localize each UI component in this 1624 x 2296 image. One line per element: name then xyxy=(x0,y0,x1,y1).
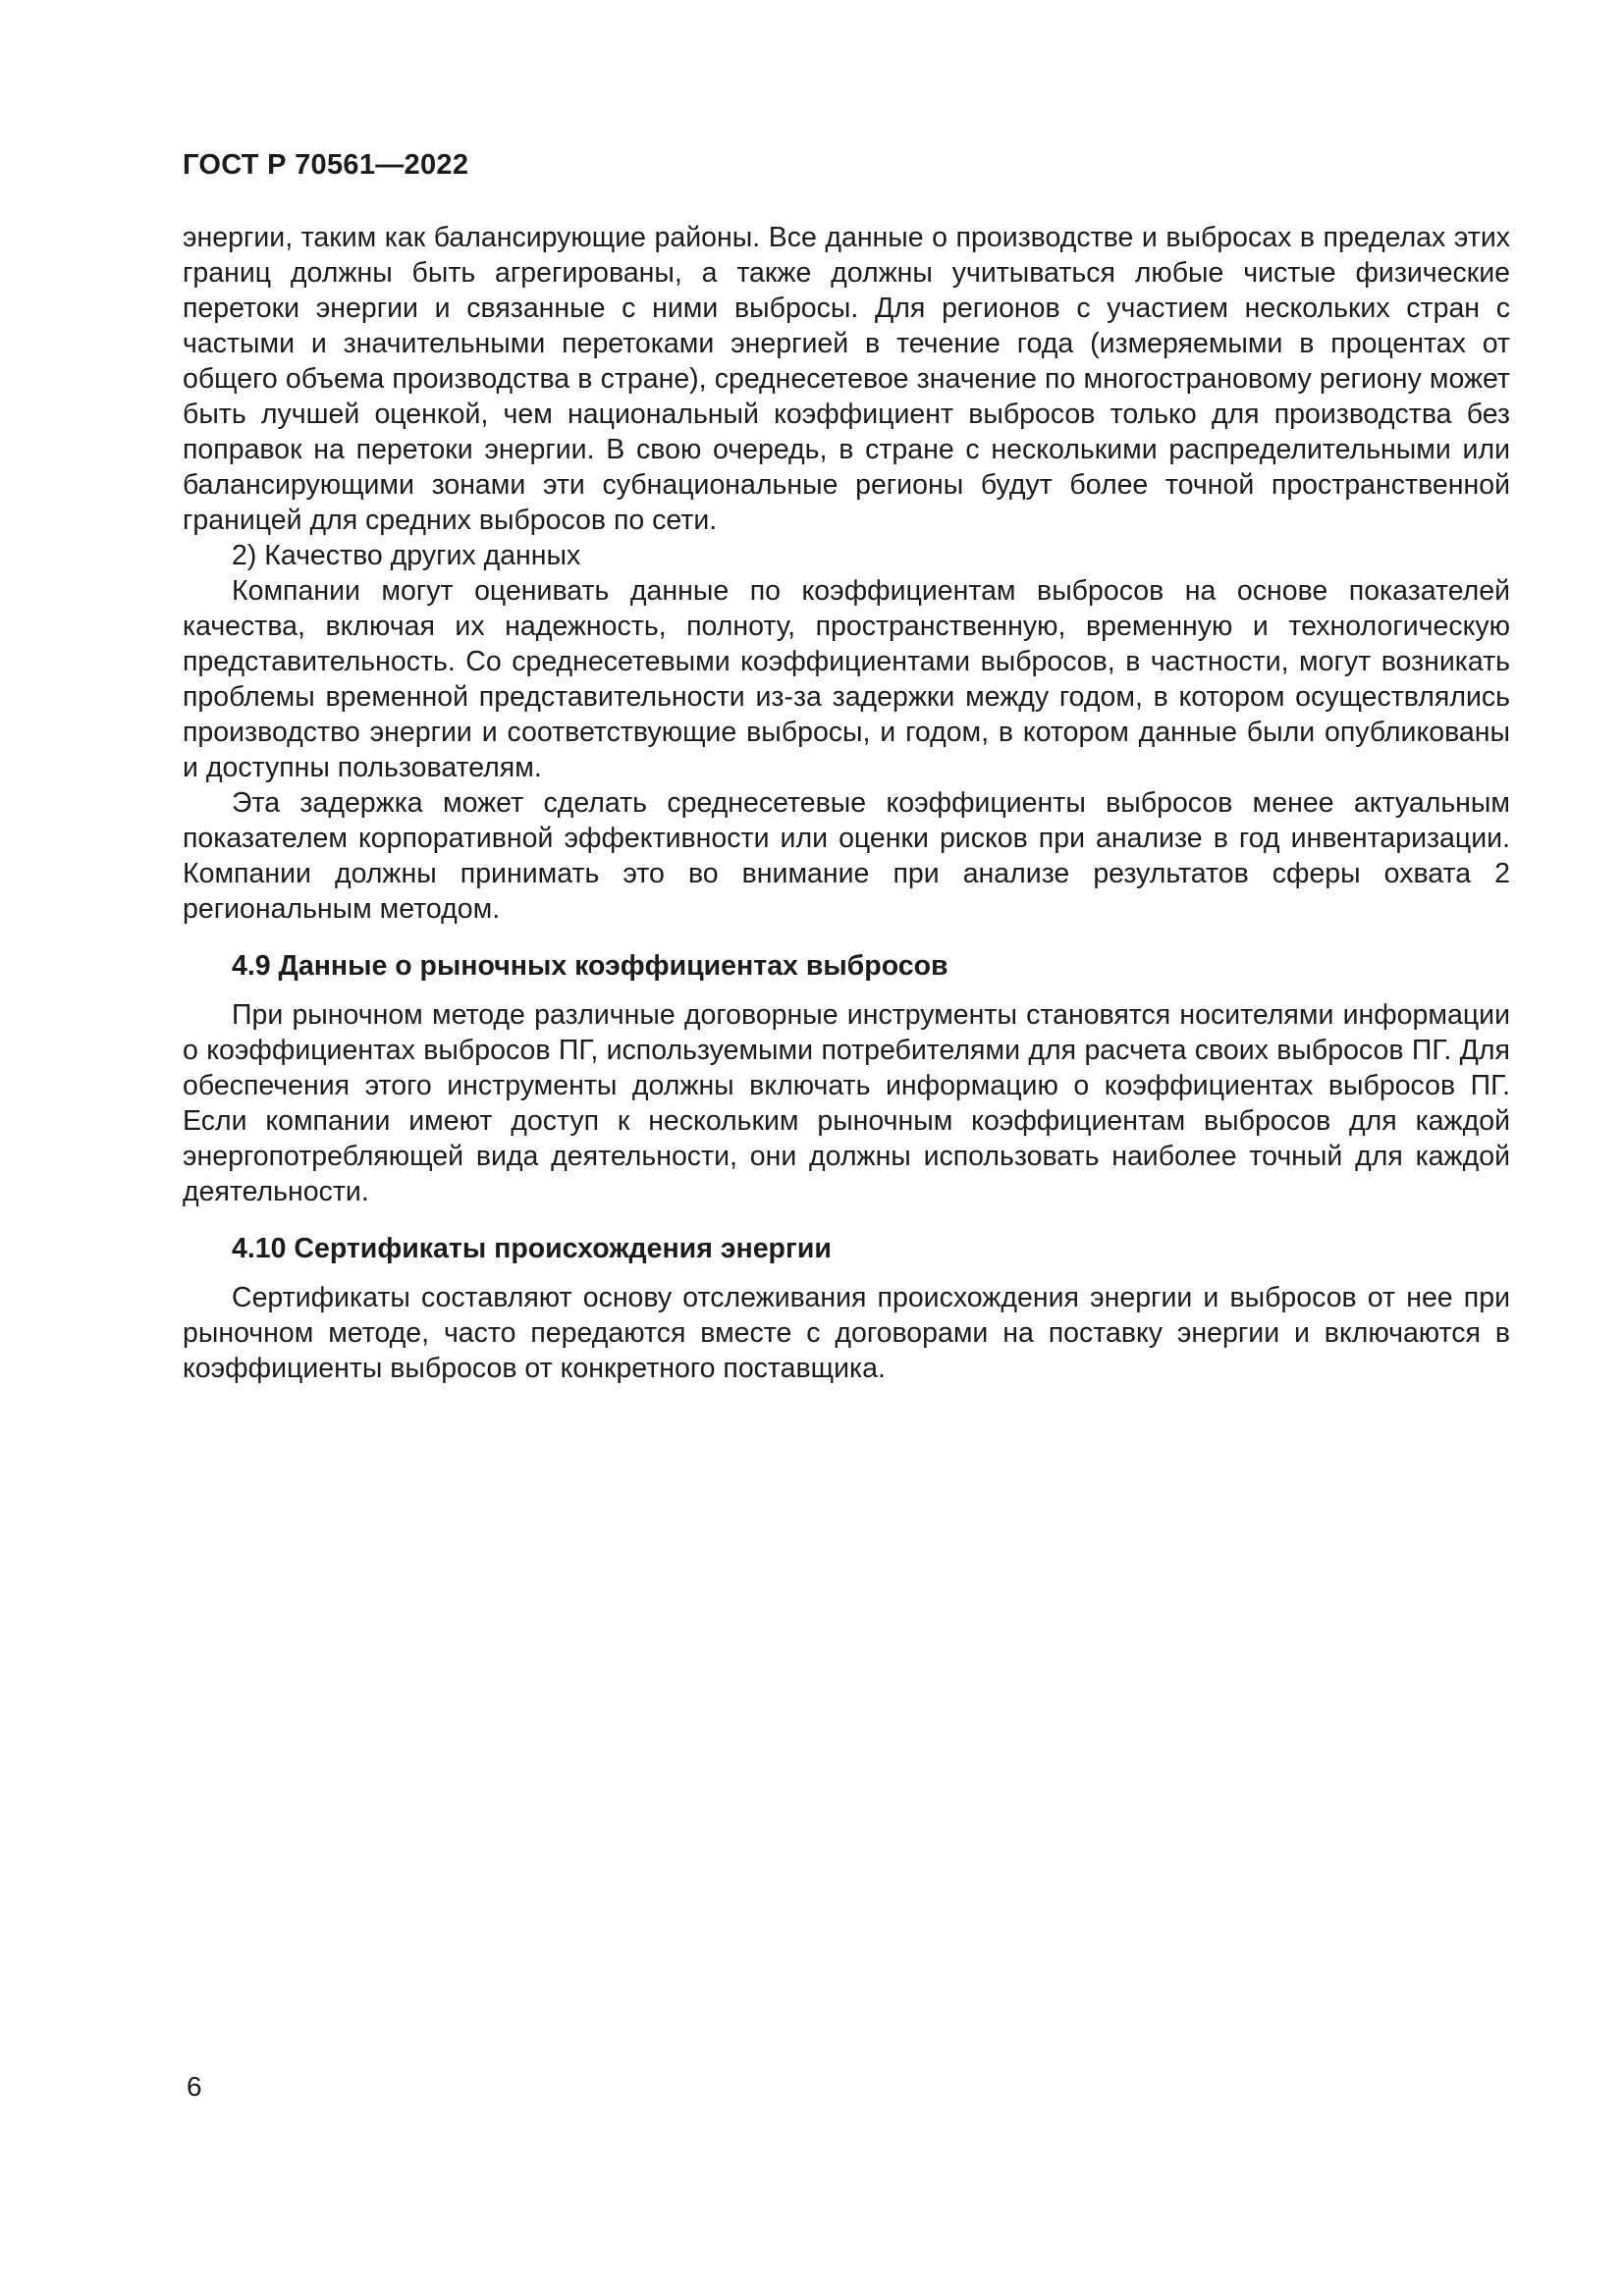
paragraph-delay: Эта задержка может сделать среднесетевые коэффициенты выбросов менее актуальным показателем корпоративной эффективности или оценки рисков при анализе в год инвентаризации. Компании должны принимать это во внимание при анализе результатов сферы охвата 2 региональным методом. xyxy=(183,787,1510,925)
document-content xyxy=(183,147,1510,1386)
list-item-quality-of-other-data: 2) Качество других данных xyxy=(232,540,581,571)
heading-4-9-market-emission-factors: 4.9 Данные о рыночных коэффициентах выбросов xyxy=(232,950,948,982)
paragraph-continuation: энергии, таким как балансирующие районы. Все данные о производстве и выбросах в пределах этих границ должны быть агрегированы, а также должны учитываться любые чистые физические перетоки энергии и связанные с ними выбросы. Для регионов с участием нескольких стран с частыми и значительными перетоками энергией в течение года (измеряемыми в процентах от общего объема производства в стране), среднесетевое значение по многострановому региону может быть лучшей оценкой, чем национальный коэффициент выбросов только для производства без поправок на перетоки энергии. В свою очередь, в стране с несколькими распределительными или балансирующими зонами эти субнациональные регионы будут более точной пространственной границей для средних выбросов по сети. xyxy=(183,222,1510,536)
doc-header-code: ГОСТ Р 70561—2022 xyxy=(183,149,469,181)
paragraph-certificates: Сертификаты составляют основу отслеживания происхождения энергии и выбросов от нее при рыночном методе, часто передаются вместе с договорами на поставку энергии и включаются в коэффициенты выбросов от конкретного поставщика. xyxy=(183,1282,1510,1384)
paragraph-data-quality: Компании могут оценивать данные по коэффициентам выбросов на основе показателей качества, включая их надежность, полноту, пространственную, временную и технологическую представительность. Со среднесетевыми коэффициентами выбросов, в частности, могут возникать проблемы временной представительности из-за задержки между годом, в котором осуществлялись производство энергии и соответствующие выбросы, и годом, в котором данные были опубликованы и доступны пользователям. xyxy=(183,575,1510,783)
heading-4-10-energy-origin-certificates: 4.10 Сертификаты происхождения энергии xyxy=(232,1233,832,1264)
paragraph-market-method: При рыночном методе различные договорные инструменты становятся носителями информации о коэффициентах выбросов ПГ, используемыми потребителями для расчета своих выбросов ПГ. Для обеспечения этого инструменты должны включать информацию о коэффициентах выбросов ПГ. Если компании имеют доступ к нескольким рыночным коэффициентам выбросов для каждой энергопотребляющей вида деятельности, они должны использовать наиболее точный для каждой деятельности. xyxy=(183,999,1510,1207)
page-number: 6 xyxy=(187,2071,202,2102)
